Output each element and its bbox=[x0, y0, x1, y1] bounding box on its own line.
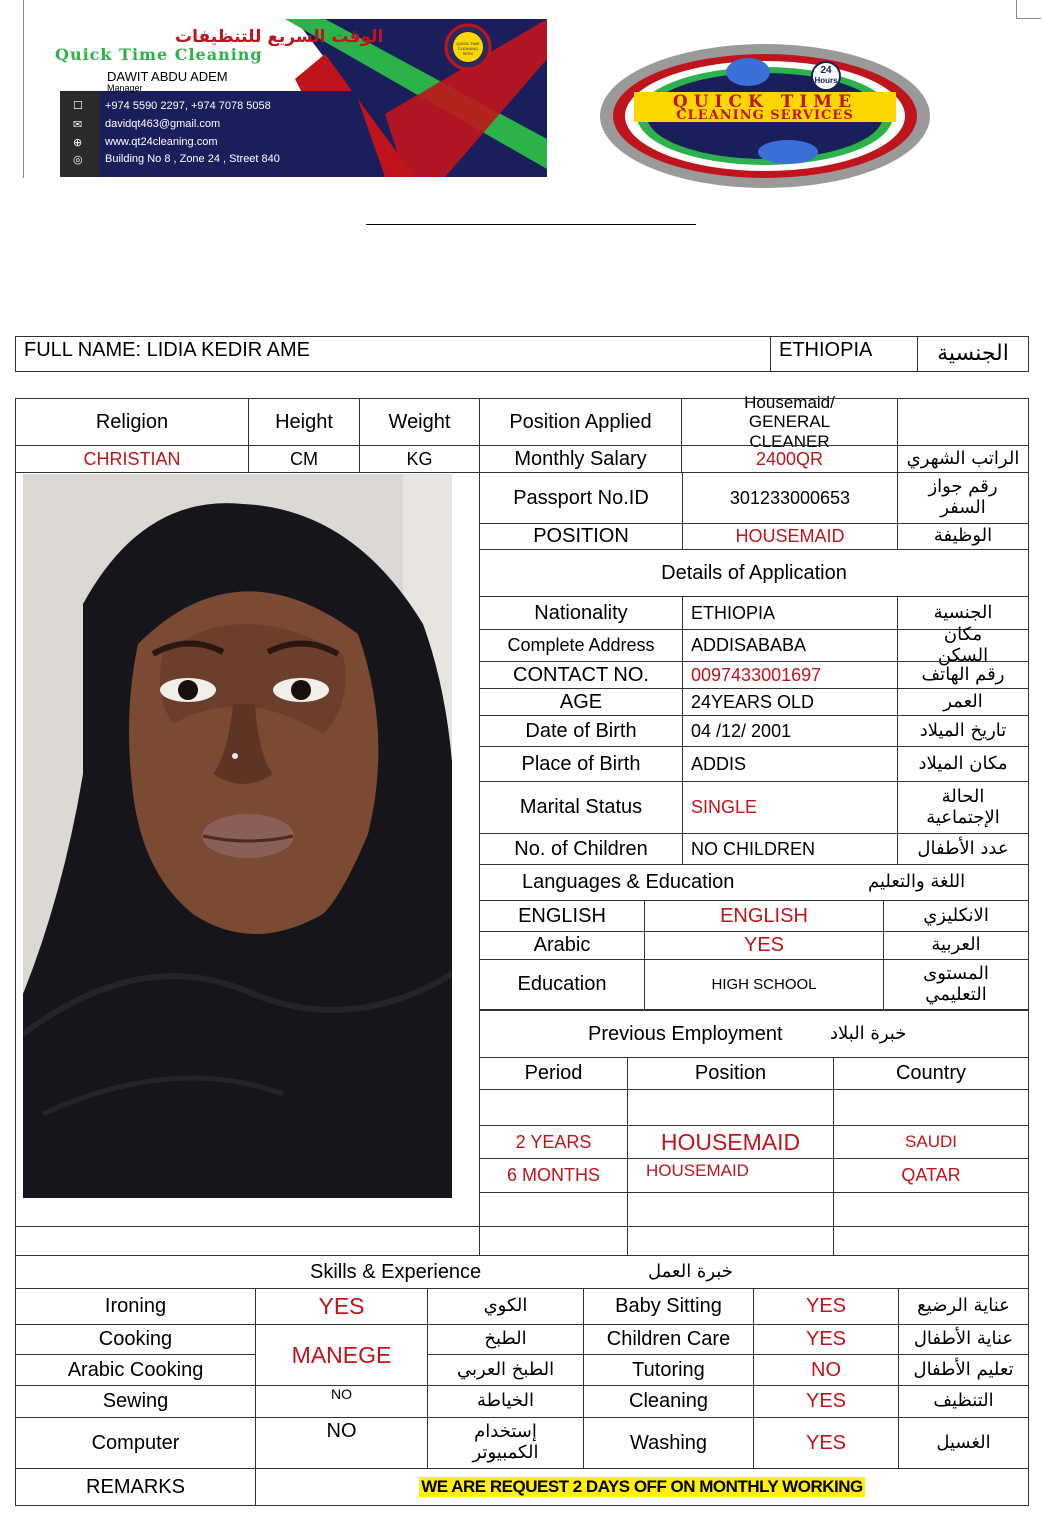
skill-ar: الطبخ العربي bbox=[427, 1354, 584, 1386]
skill-value: MANEGE bbox=[255, 1324, 428, 1386]
employment-empty-cell bbox=[833, 1226, 1029, 1256]
employment-empty-cell bbox=[479, 1089, 628, 1126]
card-role: Manager bbox=[107, 83, 143, 93]
employment-position: HOUSEMAID bbox=[627, 1125, 834, 1159]
language-value: ENGLISH bbox=[644, 900, 884, 932]
details-label: Date of Birth bbox=[479, 715, 683, 747]
business-card bbox=[25, 19, 547, 177]
skill-value: NO bbox=[255, 1385, 428, 1418]
employment-position: HOUSEMAID bbox=[627, 1158, 834, 1193]
skill-ar: الكوي bbox=[427, 1288, 584, 1325]
details-value: 24YEARS OLD bbox=[682, 688, 898, 716]
skill-label: Ironing bbox=[15, 1288, 256, 1325]
employment-col-position: Position bbox=[627, 1057, 834, 1090]
position-value: HOUSEMAID bbox=[682, 523, 898, 550]
logo-hours-num: 24 bbox=[820, 65, 832, 76]
company-logo bbox=[598, 42, 932, 190]
details-label: Place of Birth bbox=[479, 746, 683, 782]
skill-value: NO bbox=[753, 1354, 899, 1386]
employment-empty-cell bbox=[627, 1089, 834, 1126]
religion-value: CHRISTIAN bbox=[15, 445, 249, 473]
remarks-label: REMARKS bbox=[15, 1468, 256, 1506]
weight-value: KG bbox=[359, 445, 480, 473]
skill-label: Baby Sitting bbox=[583, 1288, 754, 1325]
remarks-text: WE ARE REQUEST 2 DAYS OFF ON MONTHLY WORKING bbox=[421, 1477, 863, 1497]
logo-line1: QUICK TIME bbox=[672, 92, 858, 112]
language-ar: العربية bbox=[883, 931, 1029, 960]
languages-header bbox=[479, 864, 1029, 901]
religion-label: Religion bbox=[15, 398, 249, 446]
skill-value: YES bbox=[753, 1288, 899, 1325]
employment-empty-cell bbox=[627, 1192, 834, 1227]
position-applied-value: Housemaid/ GENERAL CLEANER bbox=[681, 398, 898, 446]
skill-label: Tutoring bbox=[583, 1354, 754, 1386]
details-value: ADDIS bbox=[682, 746, 898, 782]
languages-title: Languages & Education bbox=[522, 871, 735, 893]
skill-label: Arabic Cooking bbox=[15, 1354, 256, 1386]
height-value: CM bbox=[248, 445, 360, 473]
position-ar: الوظيفة bbox=[897, 523, 1029, 550]
passport-value: 301233000653 bbox=[682, 472, 898, 524]
skill-ar: إستخدام الكمبيوتر bbox=[427, 1417, 584, 1469]
skill-label: Cooking bbox=[15, 1324, 256, 1355]
skills-title-ar: خبرة العمل bbox=[648, 1260, 733, 1282]
email-icon: ✉ bbox=[73, 119, 83, 131]
details-value: ADDISABABA bbox=[682, 629, 898, 662]
details-label: Complete Address bbox=[479, 629, 683, 662]
logo-hours-word: Hours bbox=[814, 76, 838, 85]
details-ar: العمر bbox=[897, 688, 1029, 716]
divider bbox=[366, 224, 696, 225]
languages-title-ar: اللغة والتعليم bbox=[868, 871, 966, 893]
location-icon: ◎ bbox=[73, 154, 83, 166]
card-web: www.qt24cleaning.com bbox=[105, 136, 218, 148]
language-value: HIGH SCHOOL bbox=[644, 959, 884, 1010]
skill-value: YES bbox=[255, 1288, 428, 1325]
details-value: NO CHILDREN bbox=[682, 833, 898, 865]
skill-value: YES bbox=[753, 1385, 899, 1418]
language-value: YES bbox=[644, 931, 884, 960]
details-value: 0097433001697 bbox=[682, 661, 898, 689]
language-label: Education bbox=[479, 959, 645, 1010]
skill-ar: الغسيل bbox=[898, 1417, 1029, 1469]
applicant-photo bbox=[23, 474, 452, 1198]
details-ar: مكان السكن bbox=[897, 629, 1029, 662]
employment-col-country: Country bbox=[833, 1057, 1029, 1090]
crop-mark-right bbox=[1016, 0, 1041, 19]
details-ar: الحالة الإجتماعية bbox=[897, 781, 1029, 834]
details-label: CONTACT NO. bbox=[479, 661, 683, 689]
details-ar: تاريخ الميلاد bbox=[897, 715, 1029, 747]
card-person: DAWIT ABDU ADEM bbox=[107, 69, 228, 84]
details-ar: رقم الهاتف bbox=[897, 661, 1029, 689]
skill-value: NO bbox=[255, 1417, 428, 1469]
phone-icon: ☐ bbox=[73, 100, 83, 112]
employment-country: QATAR bbox=[833, 1158, 1029, 1193]
card-address: Building No 8 , Zone 24 , Street 840 bbox=[105, 153, 280, 165]
employment-title-ar: خبرة البلاد bbox=[830, 1022, 907, 1044]
details-value: ETHIOPIA bbox=[682, 596, 898, 630]
skill-label: Children Care bbox=[583, 1324, 754, 1355]
globe-icon: ⊕ bbox=[73, 137, 83, 149]
details-label: Marital Status bbox=[479, 781, 683, 834]
details-label: No. of Children bbox=[479, 833, 683, 865]
skills-title: Skills & Experience bbox=[310, 1260, 482, 1283]
language-ar: الانكليزي bbox=[883, 900, 1029, 932]
language-ar: المستوى التعليمي bbox=[883, 959, 1029, 1010]
skill-ar: التنظيف bbox=[898, 1385, 1029, 1418]
skill-ar: تعليم الأطفال bbox=[898, 1354, 1029, 1386]
details-ar: الجنسية bbox=[897, 596, 1029, 630]
position-applied-ar bbox=[897, 398, 1029, 446]
full-name: FULL NAME: LIDIA KEDIR AME bbox=[15, 336, 771, 372]
salary-value: 2400QR bbox=[681, 445, 898, 473]
employment-empty-cell bbox=[833, 1192, 1029, 1227]
skill-ar: الخياطة bbox=[427, 1385, 584, 1418]
card-english-name: Quick Time Cleaning bbox=[55, 45, 263, 64]
details-value: 04 /12/ 2001 bbox=[682, 715, 898, 747]
logo-line2: CLEANING SERVICES bbox=[676, 108, 854, 123]
weight-label: Weight bbox=[359, 398, 480, 446]
employment-header bbox=[479, 1010, 1029, 1058]
card-email: davidqt463@gmail.com bbox=[105, 118, 221, 130]
position-label: POSITION bbox=[479, 523, 683, 550]
employment-empty-cell bbox=[833, 1089, 1029, 1126]
skill-ar: الطبخ bbox=[427, 1324, 584, 1355]
details-section-title: Details of Application bbox=[479, 549, 1029, 597]
passport-label: Passport No.ID bbox=[479, 472, 683, 524]
details-ar: مكان الميلاد bbox=[897, 746, 1029, 782]
skill-value: YES bbox=[753, 1324, 899, 1355]
skill-value: YES bbox=[753, 1417, 899, 1469]
employment-empty-cell bbox=[627, 1226, 834, 1256]
employment-title: Previous Employment bbox=[588, 1022, 783, 1045]
position-applied-label: Position Applied bbox=[479, 398, 682, 446]
language-label: Arabic bbox=[479, 931, 645, 960]
passport-ar: رقم جواز السفر bbox=[897, 472, 1029, 524]
salary-ar: الراتب الشهري bbox=[897, 445, 1029, 473]
header-nationality-ar: الجنسية bbox=[917, 336, 1029, 372]
details-ar: عدد الأطفال bbox=[897, 833, 1029, 865]
details-value: SINGLE bbox=[682, 781, 898, 834]
skill-label: Computer bbox=[15, 1417, 256, 1469]
employment-empty-cell bbox=[479, 1226, 628, 1256]
photo-frame-bottom-line bbox=[15, 1226, 480, 1227]
details-label: Nationality bbox=[479, 596, 683, 630]
height-label: Height bbox=[248, 398, 360, 446]
employment-period: 6 MONTHS bbox=[479, 1158, 628, 1193]
employment-empty-cell bbox=[479, 1192, 628, 1227]
skill-label: Cleaning bbox=[583, 1385, 754, 1418]
skill-label: Sewing bbox=[15, 1385, 256, 1418]
skill-ar: عناية الرضيع bbox=[898, 1288, 1029, 1325]
card-phone: +974 5590 2297, +974 7078 5058 bbox=[105, 100, 271, 112]
employment-col-period: Period bbox=[479, 1057, 628, 1090]
card-arabic-name: الوقت السريع للتنظيفات bbox=[175, 27, 384, 47]
employment-country: SAUDI bbox=[833, 1125, 1029, 1159]
card-badge-text: QUICK TIME CLEANING SERV bbox=[456, 41, 480, 56]
remarks-value-cell bbox=[255, 1468, 1029, 1506]
details-label: AGE bbox=[479, 688, 683, 716]
salary-label: Monthly Salary bbox=[479, 445, 682, 473]
skill-ar: عناية الأطفال bbox=[898, 1324, 1029, 1355]
crop-mark-left bbox=[23, 0, 24, 178]
skill-label: Washing bbox=[583, 1417, 754, 1469]
employment-period: 2 YEARS bbox=[479, 1125, 628, 1159]
skills-header bbox=[15, 1255, 1029, 1289]
language-label: ENGLISH bbox=[479, 900, 645, 932]
header-nationality: ETHIOPIA bbox=[770, 336, 918, 372]
